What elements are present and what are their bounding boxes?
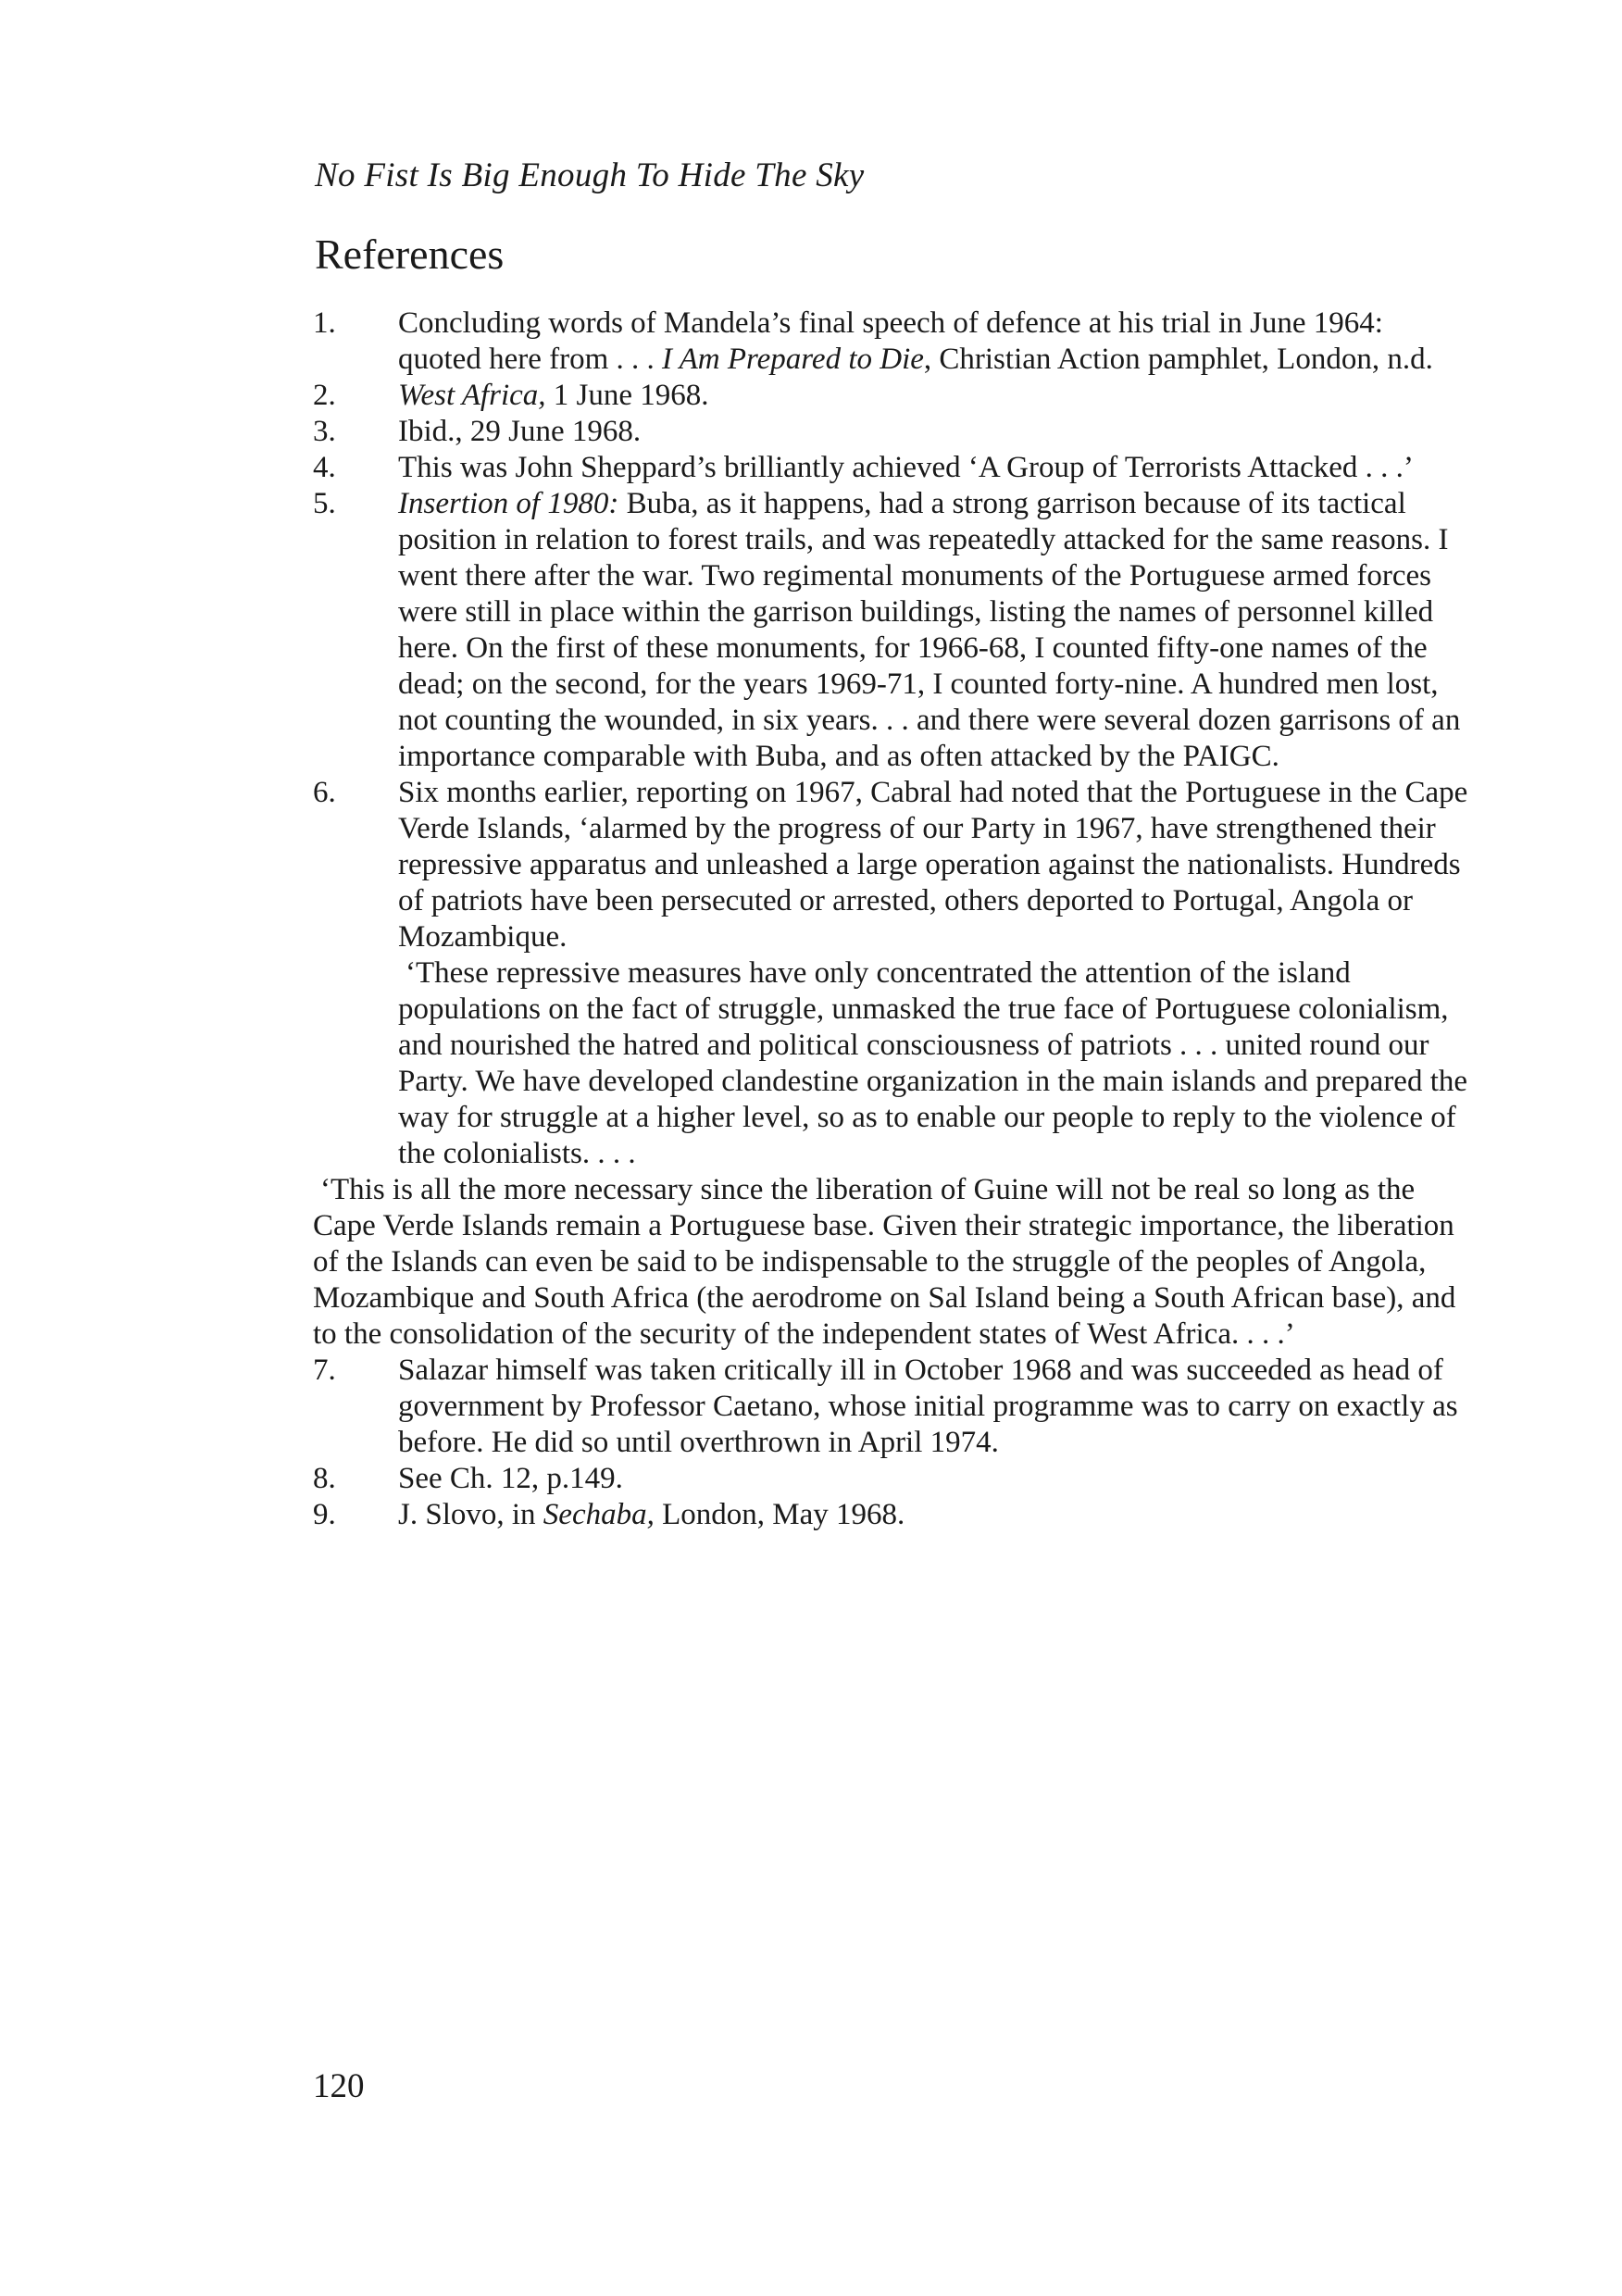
note-number: 3. bbox=[313, 415, 336, 448]
note-number: 4. bbox=[313, 451, 336, 484]
note-text bbox=[398, 414, 1470, 450]
note-text-run: London, May 1968. bbox=[654, 1498, 905, 1531]
reference-note-4 bbox=[313, 450, 1470, 486]
note-text-run: , Christian Action pamphlet, London, n.d. bbox=[923, 343, 1433, 376]
periodical-title: West Africa, bbox=[398, 379, 546, 412]
note-text-run: 1 June 1968. bbox=[545, 379, 709, 412]
note-number: 5. bbox=[313, 487, 336, 520]
note-text bbox=[398, 450, 1470, 486]
section-title: References bbox=[315, 231, 505, 278]
note-text-run: J. Slovo, in bbox=[398, 1498, 543, 1531]
reference-note-3 bbox=[313, 414, 1470, 450]
note-paragraph: This was John Sheppard’s brilliantly achieved ‘A Group of Terrorists Attacked . . .’ bbox=[398, 451, 1414, 484]
page-number: 120 bbox=[313, 2067, 365, 2105]
quote-paragraph: ‘This is all the more necessary since the liberation of Guine will not be real so long as the Cape Verde Islands remain a Portuguese base. Given their strategic importance, the liberation of the Islands can even be said to be indispensable to the struggle of the peoples of Angola, Mozambique and South Africa (the aerodrome on Sal Island being a South African base), and to the consolidation of the security of the independent states of West Africa. . . .’ bbox=[313, 1173, 1456, 1351]
note-number: 7. bbox=[313, 1354, 336, 1387]
note-number: 6. bbox=[313, 776, 336, 809]
note-text bbox=[398, 486, 1470, 775]
note-text-run: Buba, as it happens, had a strong garrison because of its tactical position in relation to forest trails, and was repeatedly attacked for the same reasons. I went there after the war. Two regimental monuments of the Portuguese armed forces were still in place within the garrison buildings, listing the names of personnel killed here. On the first of these monuments, for 1966-68, I counted fifty-one names of the dead; on the second, for the years 1969-71, I counted forty-nine. A hundred men lost, not counting the wounded, in six years. . . and there were several dozen garrisons of an importance comparable with Buba, and as often attacked by the PAIGC. bbox=[398, 487, 1461, 773]
reference-note-9 bbox=[313, 1497, 1470, 1533]
note-text bbox=[398, 1353, 1470, 1461]
note-paragraph: See Ch. 12, p.149. bbox=[398, 1462, 623, 1495]
note-text bbox=[398, 1461, 1470, 1497]
note-number: 9. bbox=[313, 1498, 336, 1531]
reference-list bbox=[313, 306, 1470, 1533]
reference-note-1 bbox=[313, 306, 1470, 378]
running-head: No Fist Is Big Enough To Hide The Sky bbox=[315, 156, 865, 194]
note-number: 8. bbox=[313, 1462, 336, 1495]
insertion-label: Insertion of 1980: bbox=[398, 487, 619, 520]
book-title: I Am Prepared to Die bbox=[662, 343, 924, 376]
reference-note-5 bbox=[313, 486, 1470, 775]
note-paragraph: Salazar himself was taken critically ill in October 1968 and was succeeded as head of government by Professor Caetano, whose initial programme was to carry on exactly as before. He did so until overthrown in April 1974. bbox=[398, 1354, 1458, 1459]
reference-note-2 bbox=[313, 378, 1470, 414]
reference-note-7 bbox=[313, 1353, 1470, 1461]
note-text bbox=[313, 775, 1470, 1353]
periodical-title: Sechaba, bbox=[543, 1498, 655, 1531]
reference-note-8 bbox=[313, 1461, 1470, 1497]
note-number: 1. bbox=[313, 306, 336, 340]
note-text bbox=[398, 1497, 1470, 1533]
note-text bbox=[398, 306, 1470, 378]
note-paragraph: Ibid., 29 June 1968. bbox=[398, 415, 642, 448]
reference-note-6 bbox=[313, 775, 1470, 1353]
quote-paragraph: ‘These repressive measures have only concentrated the attention of the island populations on the fact of struggle, unmasked the true face of Portuguese colonialism, and nourished the hatred and political consciousness of patriots . . . united round our Party. We have developed clandestine organization in the main islands and prepared the way for struggle at a higher level, so as to enable our people to reply to the violence of the colonialists. . . . bbox=[398, 956, 1468, 1170]
note-number: 2. bbox=[313, 379, 336, 412]
note-text bbox=[398, 378, 1470, 414]
note-text-run: Concluding words of Mandela’s final speech of defence at his trial in June 1964: quoted here from . . . bbox=[398, 306, 1383, 376]
note-paragraph: Six months earlier, reporting on 1967, Cabral had noted that the Portuguese in the Cape Verde Islands, ‘alarmed by the progress of our Party in 1967, have strengthened their repressive apparatus and unleashed a large operation against the nationalists. Hundreds of patriots have been persecuted or arrested, others deported to Portugal, Angola or Mozambique. bbox=[398, 776, 1468, 954]
